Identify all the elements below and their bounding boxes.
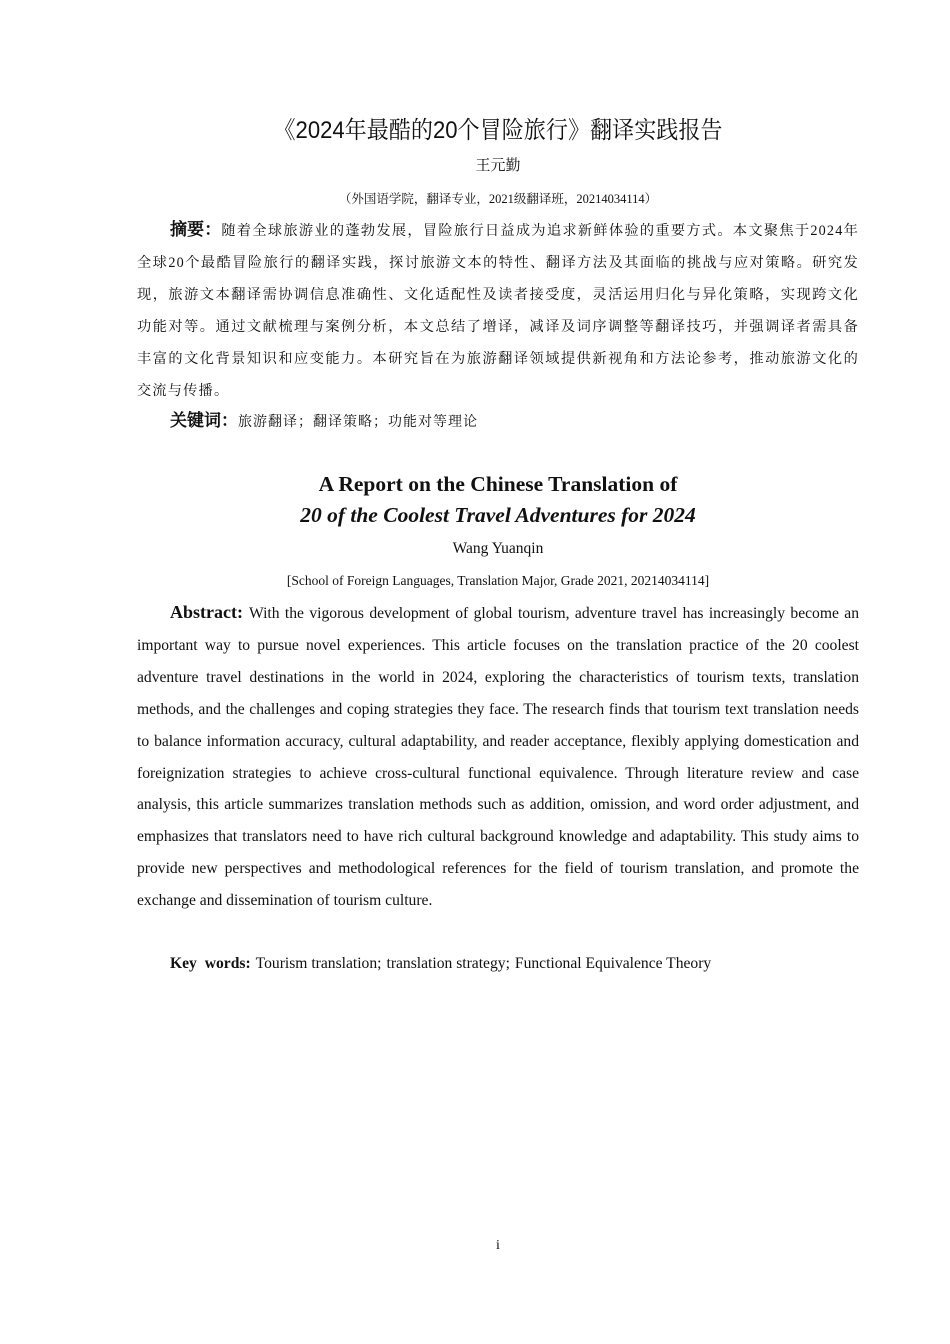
chinese-keywords (170, 405, 478, 439)
english-title-line1: A Report on the Chinese Translation of (318, 472, 678, 496)
keyword-item: Functional Equivalence Theory (514, 955, 712, 972)
chinese-affiliation: （外国语学院，翻译专业，2021级翻译班，20214034114） (338, 192, 658, 206)
chinese-abstract-text: 随着全球旅游业的蓬勃发展，冒险旅行日益成为追求新鲜体验的重要方式。本文聚焦于2024年全球20个最酷冒险旅行的翻译实践，探讨旅游文本的特性、翻译方法及其面临的挑战与应对策略。研究发现，旅游文本翻译需协调信息准确性、文化适配性及读者接受度，灵活运用归化与异化策略，实现跨文化功能对等。通过文献梳理与案例分析，本文总结了增译，减译及词序调整等翻译技巧，并强调译者需具备丰富的文化背景知识和应变能力。本研究旨在为旅游翻译领域提供新视角和方法论参考，推动旅游文化的交流与传播。 (137, 223, 860, 399)
english-abstract-label: Abstract: (170, 602, 243, 622)
chinese-title: 《2024年最酷的20个冒险旅行》翻译实践报告 (273, 117, 723, 144)
chinese-keywords-text: 旅游翻译；翻译策略；功能对等理论 (238, 415, 478, 430)
english-abstract-text: With the vigorous development of global tourism, adventure travel has increasingly become an important way to pursue novel experiences. This article focuses on the translation practice of the 20 coolest adventure travel destinations in the world in 2024, exploring the characteristics of tourism texts, translation methods, and the challenges and coping strategies they face. The research finds that tourism text translation needs to balance information accuracy, cultural adaptability, and reader acceptance, flexibly applying domestication and foreignization strategies to achieve cross-cultural functional equivalence. Through literature review and case analysis, this article summarizes translation methods such as addition, omission, and word order adjustment, and emphasizes that translators need to have rich cultural background knowledge and adaptability. This study aims to provide new perspectives and methodological references for the field of tourism translation, and promote the exchange and dissemination of tourism culture. (137, 605, 859, 910)
english-affiliation: [School of Foreign Languages, Translation Major, Grade 2021, 20214034114] (286, 573, 710, 588)
english-keywords-label: Key words: (170, 955, 251, 972)
chinese-keywords-label: 关键词： (170, 411, 238, 430)
chinese-abstract (137, 214, 859, 407)
page-number: i (496, 1238, 500, 1253)
chinese-abstract-label: 摘要： (170, 220, 222, 239)
english-title (137, 469, 859, 531)
english-author: Wang Yuanqin (452, 540, 544, 557)
keyword-item: translation strategy; (386, 955, 510, 972)
keyword-item: Tourism translation; (255, 955, 382, 972)
english-title-line2: 20 of the Coolest Travel Adventures for 2024 (300, 503, 696, 527)
english-keywords (170, 948, 711, 980)
chinese-author: 王元勤 (475, 158, 521, 174)
english-abstract (137, 597, 859, 917)
